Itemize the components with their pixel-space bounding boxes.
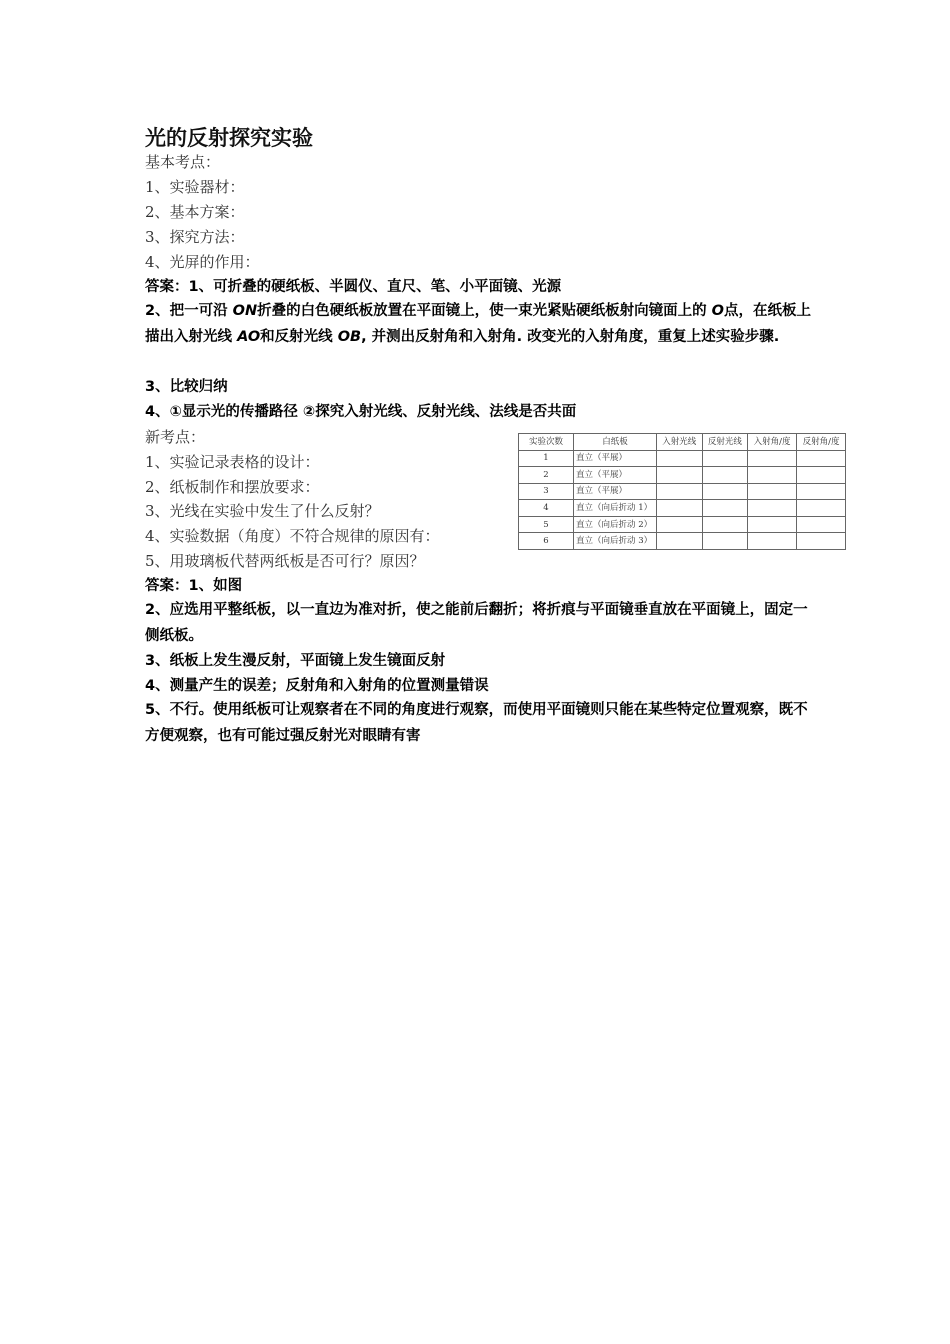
table-cell (657, 450, 703, 467)
table-cell: 直立（向后折动 3） (574, 533, 657, 550)
table-row (519, 467, 846, 484)
table-cell (748, 483, 797, 500)
table-cell: 3 (519, 483, 574, 500)
table-header-row (519, 434, 846, 451)
table-row (519, 483, 846, 500)
table-cell (797, 483, 846, 500)
table-row (519, 450, 846, 467)
table-cell (702, 483, 748, 500)
table-header: 反射角/度 (797, 434, 846, 451)
table-cell (797, 467, 846, 484)
table-cell (748, 533, 797, 550)
table-cell (702, 500, 748, 517)
table-cell (657, 500, 703, 517)
table-cell (657, 467, 703, 484)
basic-item-3: 3、探究方法： (145, 228, 245, 246)
new-answer-3: 3、纸板上发生漫反射，平面镜上发生镜面反射 (145, 653, 446, 669)
basic-item-2: 2、基本方案： (145, 203, 245, 221)
table-cell: 5 (519, 516, 574, 533)
table-header: 白纸板 (574, 434, 657, 451)
record-table-image (518, 433, 846, 550)
table-cell (797, 500, 846, 517)
table-cell: 4 (519, 500, 574, 517)
new-answer-1: 答案：1、如图 (145, 578, 243, 594)
basic-answer-3: 3、比较归纳 (145, 379, 228, 395)
table-row (519, 533, 846, 550)
table-cell (797, 533, 846, 550)
new-item-1: 1、实验记录表格的设计： (145, 453, 320, 471)
basic-answer-2: 2、把一可沿 ON折叠的白色硬纸板放置在平面镜上，使一束光紧贴硬纸板射向镜面上的 O点，在纸板上描出入射光线 AO和反射光线 OB, 并测出反射角和入射角. 改变光的入射角度，重复上述实验步骤. (145, 303, 811, 345)
table-cell (748, 467, 797, 484)
new-answer-2: 2、应选用平整纸板，以一直边为准对折，使之能前后翻折；将折痕与平面镜垂直放在平面镜上，固定一侧纸板。 (145, 602, 808, 644)
table-cell: 直立（平展） (574, 467, 657, 484)
table-cell (702, 467, 748, 484)
new-answer-5: 5、不行。使用纸板可让观察者在不同的角度进行观察，而使用平面镜则只能在某些特定位置观察，既不方便观察，也有可能过强反射光对眼睛有害 (145, 702, 808, 744)
basic-answer-4: 4、①显示光的传播路径 ②探究入射光线、反射光线、法线是否共面 (145, 404, 577, 420)
table-cell: 6 (519, 533, 574, 550)
table-cell (657, 516, 703, 533)
new-heading: 新考点： (145, 428, 206, 446)
table-cell (748, 450, 797, 467)
table-cell (702, 516, 748, 533)
table-cell (702, 533, 748, 550)
basic-item-4: 4、光屏的作用： (145, 253, 260, 271)
table-cell (748, 500, 797, 517)
table-cell (657, 533, 703, 550)
page-title: 光的反射探究实验 (145, 126, 313, 150)
new-answer-4: 4、测量产生的误差；反射角和入射角的位置测量错误 (145, 678, 489, 694)
table-cell (657, 483, 703, 500)
new-item-3: 3、光线在实验中发生了什么反射？ (145, 502, 380, 520)
table-header: 入射角/度 (748, 434, 797, 451)
table-cell: 直立（平展） (574, 450, 657, 467)
table-header: 实验次数 (519, 434, 574, 451)
table-cell (797, 450, 846, 467)
new-item-2: 2、纸板制作和摆放要求： (145, 478, 320, 496)
table-cell: 1 (519, 450, 574, 467)
table-cell (797, 516, 846, 533)
table-header: 入射光线 (657, 434, 703, 451)
table-row (519, 500, 846, 517)
new-item-5: 5、用玻璃板代替两纸板是否可行？原因？ (145, 552, 425, 570)
table-header: 反射光线 (702, 434, 748, 451)
table-cell: 直立（向后折动 2） (574, 516, 657, 533)
basic-answer-1: 答案：1、可折叠的硬纸板、半圆仪、直尺、笔、小平面镜、光源 (145, 279, 562, 295)
basic-heading: 基本考点： (145, 153, 221, 171)
table-cell (702, 450, 748, 467)
table-cell: 直立（向后折动 1） (574, 500, 657, 517)
table-cell: 直立（平展） (574, 483, 657, 500)
basic-item-1: 1、实验器材： (145, 178, 245, 196)
record-table (518, 433, 846, 550)
table-cell: 2 (519, 467, 574, 484)
table-cell (748, 516, 797, 533)
new-item-4: 4、实验数据（角度）不符合规律的原因有： (145, 527, 440, 545)
table-row (519, 516, 846, 533)
